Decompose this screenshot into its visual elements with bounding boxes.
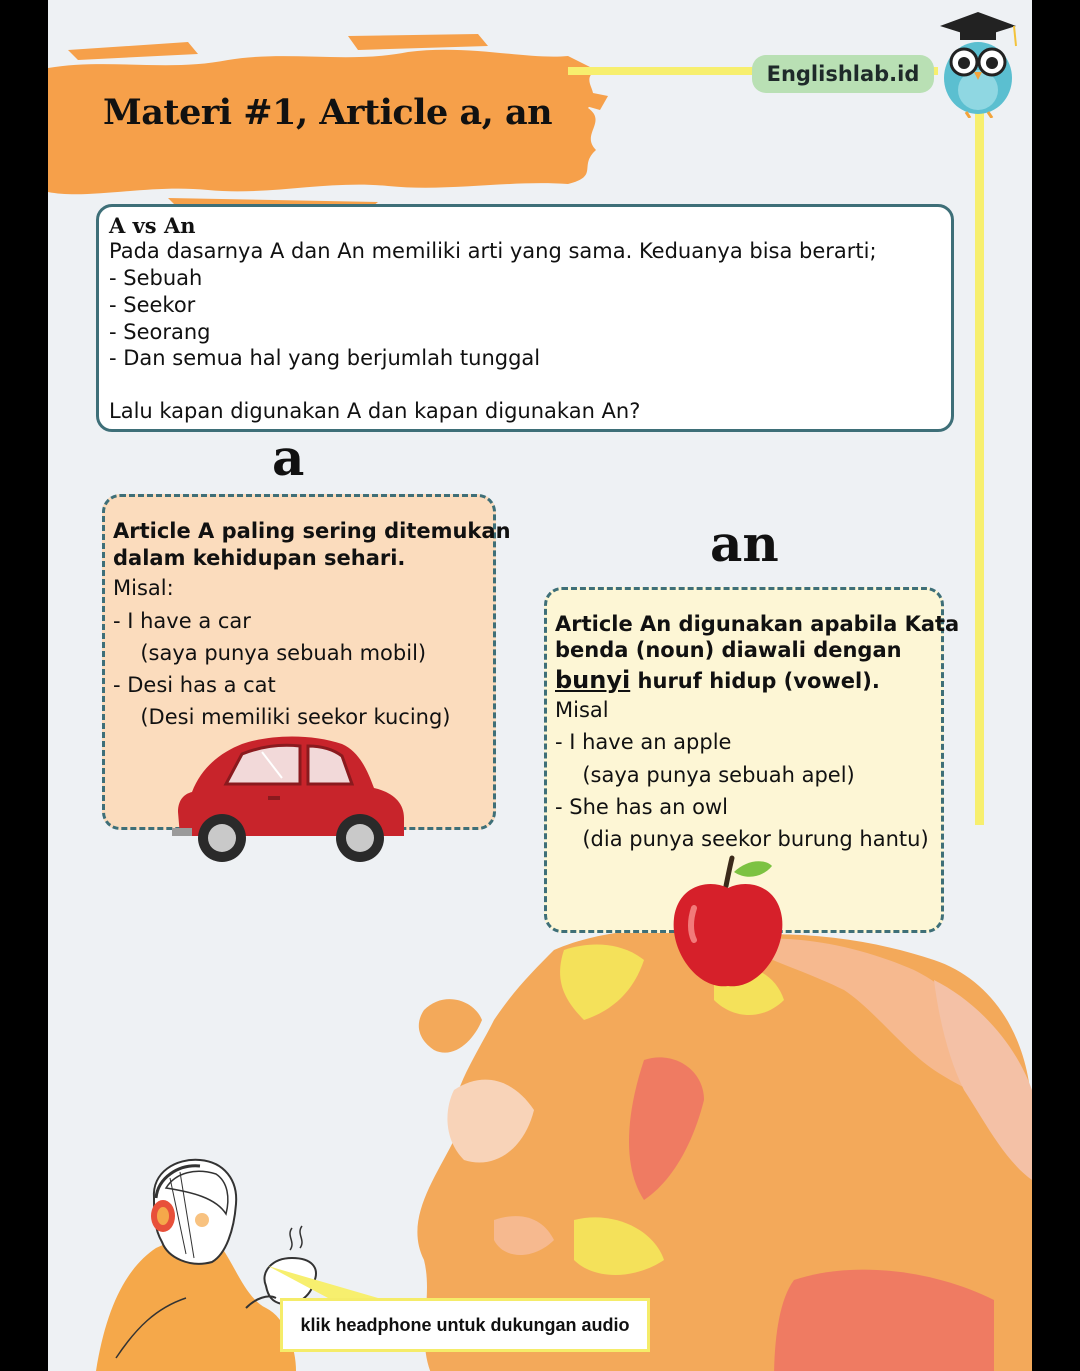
intro-line: - Seorang xyxy=(109,320,211,344)
article-an-example: (dia punya seekor burung hantu) xyxy=(569,827,929,851)
article-an-example: - I have an apple xyxy=(555,730,732,754)
article-an-desc: huruf hidup (vowel). xyxy=(630,669,880,693)
intro-heading: A vs An xyxy=(109,213,196,238)
owl-icon xyxy=(936,6,1020,118)
article-a-example: (Desi memiliki seekor kucing) xyxy=(127,705,451,729)
article-a-example: - I have a car xyxy=(113,609,251,633)
article-an-desc: benda (noun) diawali dengan xyxy=(555,638,902,662)
intro-question: Lalu kapan digunakan A dan kapan digunakan An? xyxy=(109,399,641,423)
page xyxy=(48,0,1032,1371)
article-a-desc: Article A paling sering ditemukan xyxy=(113,519,511,543)
intro-box xyxy=(96,204,954,432)
underlined-word: bunyi xyxy=(555,666,631,694)
audio-hint-callout[interactable]: klik headphone untuk dukungan audio xyxy=(280,1298,650,1352)
page-title: Materi #1, Article a, an xyxy=(103,92,553,133)
callout-pointer xyxy=(268,1262,388,1302)
apple-icon xyxy=(668,852,792,992)
article-an-example: - She has an owl xyxy=(555,795,728,819)
article-an-desc: Article An digunakan apabila Kata xyxy=(555,612,960,636)
letter-a-heading: a xyxy=(272,428,305,487)
article-a-misal: Misal: xyxy=(113,576,174,600)
intro-line: Pada dasarnya A dan An memiliki arti yang sama. Keduanya bisa berarti; xyxy=(109,239,877,263)
yellow-line-right xyxy=(975,80,984,825)
article-a-desc: dalam kehidupan sehari. xyxy=(113,546,406,570)
article-a-example: - Desi has a cat xyxy=(113,673,276,697)
article-an-misal: Misal xyxy=(555,698,609,722)
intro-line: - Seekor xyxy=(109,293,196,317)
article-an-example: (saya punya sebuah apel) xyxy=(569,763,855,787)
letter-an-heading: an xyxy=(710,514,779,573)
article-a-example: (saya punya sebuah mobil) xyxy=(127,641,427,665)
car-icon xyxy=(172,732,408,868)
intro-line: - Dan semua hal yang berjumlah tunggal xyxy=(109,346,541,370)
brand-badge: Englishlab.id xyxy=(752,55,934,93)
article-an-desc-line3 xyxy=(555,666,880,694)
intro-line: - Sebuah xyxy=(109,266,203,290)
